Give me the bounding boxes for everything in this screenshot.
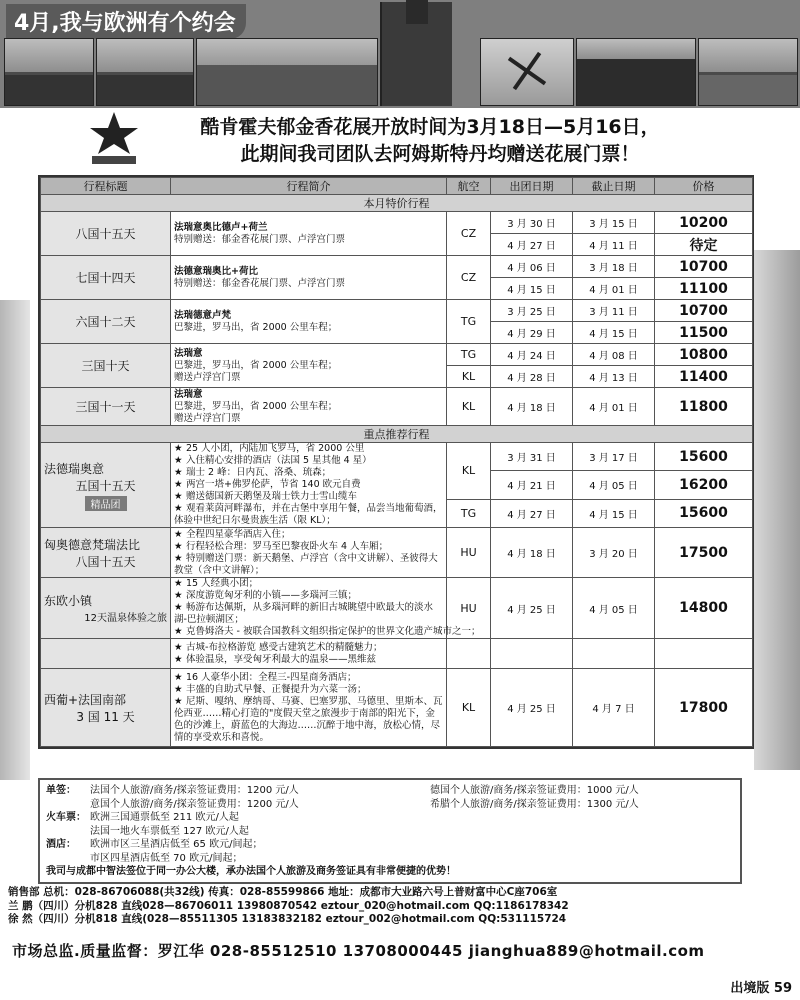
depart-date: 4 月 28 日 bbox=[491, 366, 573, 388]
contacts bbox=[8, 886, 792, 927]
visa-gr: 希腊个人旅游/商务/探亲签证费用：1300 元/人 bbox=[430, 798, 639, 810]
deadline-date: 4 月 01 日 bbox=[573, 388, 655, 426]
town-photo bbox=[196, 38, 378, 106]
background-building-right bbox=[754, 250, 800, 770]
contact-line: 兰 鹏（四川）分机828 直线028—86706011 13980870542 eztour_020@hotmail.com QQ:1186178342 bbox=[8, 899, 569, 912]
route-desc: ★ 全程四星豪华酒店入住； ★ 行程轻松合理：罗马至巴黎夜卧火车 4 人车厢； ★ 特别赠送门票：新天鹅堡、卢浮宫（含中文讲解）、圣彼得大教堂（含中文讲解）； bbox=[171, 528, 447, 578]
deadline-date: 4 月 15 日 bbox=[573, 322, 655, 344]
price: 11500 bbox=[655, 322, 753, 344]
deadline-date: 3 月 20 日 bbox=[573, 528, 655, 578]
depart-date: 4 月 27 日 bbox=[491, 499, 573, 527]
deadline-date: 4 月 11 日 bbox=[573, 234, 655, 256]
deadline-date: 3 月 11 日 bbox=[573, 300, 655, 322]
depart-date: 4 月 21 日 bbox=[491, 471, 573, 499]
route-name: 八国十五天 bbox=[41, 212, 171, 256]
airline: TG bbox=[447, 300, 491, 344]
price: 待定 bbox=[655, 234, 753, 256]
tulip-photo bbox=[4, 38, 94, 106]
airline: HU bbox=[447, 578, 491, 639]
table-row bbox=[41, 669, 753, 747]
price: 10800 bbox=[655, 344, 753, 366]
price: 17800 bbox=[655, 669, 753, 747]
visa-info-box: 单签： 法国个人旅游/商务/探亲签证费用：1200 元/人 德国个人旅游/商务/探亲签证费用：1000 元/人 意国个人旅游/商务/探亲签证费用：1200 元/人 希腊个人旅游/商务/探亲签证费用：1300 元/人 火车票： 欧洲三国通票低至 211 欧元/人起 法国一地火车票低至 127 欧元/人起 酒店： 欧洲市区三星酒店低至 65 欧元/间起； 市区四星酒店低至 70 欧元/间起； 我司与成都中智法签位于同一办公大楼，承办法国个人旅游及商务签证具有非常便捷的优势！ bbox=[38, 778, 742, 884]
airline: TG bbox=[447, 499, 491, 527]
page-number: 出境版 59 bbox=[730, 981, 792, 996]
table-header bbox=[41, 178, 753, 195]
section-featured: 重点推荐行程 bbox=[41, 426, 753, 443]
table-row bbox=[41, 300, 753, 322]
route-name: 西葡+法国南部 3 国 11 天 bbox=[41, 669, 171, 747]
depart-date: 4 月 18 日 bbox=[491, 528, 573, 578]
table-row bbox=[41, 528, 753, 578]
canal-photo bbox=[698, 38, 798, 106]
price: 10200 bbox=[655, 212, 753, 234]
banner-title: 4月,我与欧洲有个约会 bbox=[6, 4, 246, 39]
depart-date: 3 月 30 日 bbox=[491, 212, 573, 234]
depart-date: 4 月 25 日 bbox=[491, 578, 573, 639]
price: 10700 bbox=[655, 300, 753, 322]
route-desc: 法德意瑞奥比+荷比 特别赠送：郁金香花展门票、卢浮宫门票 bbox=[171, 256, 447, 300]
table-row bbox=[41, 388, 753, 426]
price: 10700 bbox=[655, 256, 753, 278]
route-name-cont bbox=[41, 639, 171, 669]
deadline-date: 4 月 7 日 bbox=[573, 669, 655, 747]
route-name: 七国十四天 bbox=[41, 256, 171, 300]
route-desc: ★ 古城-布拉格游览 感受古建筑艺术的精髓魅力； ★ 体验温泉，享受匈牙利最大的温泉——黑维兹 bbox=[171, 639, 447, 669]
depart-date: 4 月 24 日 bbox=[491, 344, 573, 366]
route-desc: 法瑞意 巴黎进，罗马出，省 2000 公里车程； 赠送卢浮宫门票 bbox=[171, 388, 447, 426]
quality-supervisor: 市场总监.质量监督：罗江华 028-85512510 13708000445 jianghua889@hotmail.com bbox=[12, 942, 705, 960]
depart-date: 4 月 25 日 bbox=[491, 669, 573, 747]
header-name: 行程标题 bbox=[41, 178, 171, 195]
deadline-date: 4 月 05 日 bbox=[573, 471, 655, 499]
table-row bbox=[41, 256, 753, 278]
depart-date: 3 月 25 日 bbox=[491, 300, 573, 322]
train-1: 欧洲三国通票低至 211 欧元/人起 bbox=[90, 812, 239, 823]
windmill-photo bbox=[480, 38, 574, 106]
route-name: 法德瑞奥意 五国十五天 精品团 bbox=[41, 443, 171, 528]
deadline-date: 4 月 15 日 bbox=[573, 499, 655, 527]
table-row bbox=[41, 212, 753, 234]
section-special: 本月特价行程 bbox=[41, 195, 753, 212]
depart-date: 4 月 06 日 bbox=[491, 256, 573, 278]
price: 17500 bbox=[655, 528, 753, 578]
deadline-date: 3 月 15 日 bbox=[573, 212, 655, 234]
price: 11400 bbox=[655, 366, 753, 388]
header-airline: 航空 bbox=[447, 178, 491, 195]
depart-date: 4 月 27 日 bbox=[491, 234, 573, 256]
visa-it: 意国个人旅游/商务/探亲签证费用：1200 元/人 bbox=[90, 798, 299, 810]
price: 11100 bbox=[655, 278, 753, 300]
airline: KL bbox=[447, 366, 491, 388]
depart-date: 4 月 18 日 bbox=[491, 388, 573, 426]
route-name: 六国十二天 bbox=[41, 300, 171, 344]
castle-photo bbox=[96, 38, 194, 106]
deadline-date: 3 月 18 日 bbox=[573, 256, 655, 278]
hotel-2: 市区四星酒店低至 70 欧元/间起； bbox=[90, 852, 243, 864]
tower-photo bbox=[380, 2, 452, 106]
contact-line: 徐 然（四川）分机818 直线(028—85511305 13183832182 eztour_002@hotmail.com QQ:531115724 bbox=[8, 913, 567, 925]
header-depart: 出团日期 bbox=[491, 178, 573, 195]
price: 16200 bbox=[655, 471, 753, 499]
route-name: 三国十天 bbox=[41, 344, 171, 388]
train-2: 法国一地火车票低至 127 欧元/人起 bbox=[90, 825, 249, 837]
itinerary-table bbox=[38, 175, 754, 749]
headline-line-1: 酷肯霍夫郁金香花展开放时间为3月18日—5月16日， bbox=[200, 116, 660, 138]
price: 14800 bbox=[655, 578, 753, 639]
contact-line: 销售部 总机：028-86706088(共32线) 传真：028-85599866 地址：成都市大业路六号上普财富中心C座706室 bbox=[8, 886, 558, 898]
deadline-date: 4 月 01 日 bbox=[573, 278, 655, 300]
route-desc: 法瑞意 巴黎进，罗马出，省 2000 公里车程； 赠送卢浮宫门票 bbox=[171, 344, 447, 388]
depart-date: 3 月 31 日 bbox=[491, 443, 573, 471]
header-banner bbox=[0, 0, 800, 108]
deadline-date: 3 月 17 日 bbox=[573, 443, 655, 471]
price: 15600 bbox=[655, 499, 753, 527]
airline: TG bbox=[447, 344, 491, 366]
airline: HU bbox=[447, 528, 491, 578]
header-desc: 行程简介 bbox=[171, 178, 447, 195]
airline: CZ bbox=[447, 256, 491, 300]
airline: KL bbox=[447, 443, 491, 500]
table-row bbox=[41, 578, 753, 639]
airline: CZ bbox=[447, 212, 491, 256]
deadline-date: 4 月 08 日 bbox=[573, 344, 655, 366]
header-deadline: 截止日期 bbox=[573, 178, 655, 195]
airline: KL bbox=[447, 669, 491, 747]
deadline-date: 4 月 13 日 bbox=[573, 366, 655, 388]
tulip-field-photo bbox=[576, 38, 696, 106]
price: 11800 bbox=[655, 388, 753, 426]
headline-line-2: 此期间我司团队去阿姆斯特丹均赠送花展门票！ bbox=[240, 143, 640, 165]
header-price: 价格 bbox=[655, 178, 753, 195]
table-row bbox=[41, 344, 753, 366]
depart-date: 4 月 29 日 bbox=[491, 322, 573, 344]
route-name: 三国十一天 bbox=[41, 388, 171, 426]
background-building-left bbox=[0, 300, 30, 780]
route-desc: ★ 15 人经典小团； ★ 深度游览匈牙利的小镇——多瑙河三镇； ★ 畅游布达佩斯，从多瑙河畔的新旧古城眺望中欧最大的淡水湖-巴拉顿湖区； ★ 克鲁姆洛夫 - 被联合国教科文组织指定保护的世界文化遗产城市之一； bbox=[171, 578, 447, 639]
price: 15600 bbox=[655, 443, 753, 471]
route-desc: 法瑞意奥比德卢+荷兰 特别赠送：郁金香花展门票、卢浮宫门票 bbox=[171, 212, 447, 256]
depart-date: 4 月 15 日 bbox=[491, 278, 573, 300]
hotel-1: 欧洲市区三星酒店低至 65 欧元/间起； bbox=[90, 839, 263, 850]
table-row bbox=[41, 639, 753, 669]
headline bbox=[150, 114, 710, 168]
route-desc: 法瑞德意卢梵 巴黎进，罗马出，省 2000 公里车程； bbox=[171, 300, 447, 344]
premium-badge: 精品团 bbox=[85, 496, 127, 511]
visa-de: 德国个人旅游/商务/探亲签证费用：1000 元/人 bbox=[430, 785, 639, 796]
airline: KL bbox=[447, 388, 491, 426]
table-row bbox=[41, 443, 753, 471]
route-name: 匈奥德意梵瑞法比 八国十五天 bbox=[41, 528, 171, 578]
company-logo bbox=[84, 110, 144, 166]
route-desc: ★ 25 人小团，内陆加飞罗马，省 2000 公里 ★ 入住精心安排的酒店（法国 5 星其他 4 星） ★ 瑞士 2 峰：日内瓦、洛桑、琉森； ★ 两宫一塔+佛罗伦萨，节省 140 欧元自费 ★ 赠送德国新天鹅堡及瑞士铁力士雪山缆车 ★ 观看莱茵河畔瀑布，并在古堡中享用午餐，品尝当地葡萄酒，体验中世纪日尔曼贵族生活（限 KL）； bbox=[171, 443, 447, 528]
deadline-date: 4 月 05 日 bbox=[573, 578, 655, 639]
visa-note: 我司与成都中智法签位于同一办公大楼，承办法国个人旅游及商务签证具有非常便捷的优势！ bbox=[46, 866, 456, 877]
route-name: 东欧小镇 12天温泉体验之旅 bbox=[41, 578, 171, 639]
route-desc: ★ 16 人豪华小团：全程三-四星商务酒店； ★ 丰盛的自助式早餐、正餐提升为六菜一汤； ★ 尼斯、嘎纳、摩纳哥、马赛、巴塞罗那、马德里、里斯本、瓦伦西亚……精心打造的"度假天堂之旅漫步于南部的阳光下，金色的沙滩上，蔚蓝色的大海边……沉醉于地中海，放松心情，尽情的享受欢乐和喜悦。 bbox=[171, 669, 447, 747]
visa-fr: 法国个人旅游/商务/探亲签证费用：1200 元/人 bbox=[90, 785, 299, 796]
